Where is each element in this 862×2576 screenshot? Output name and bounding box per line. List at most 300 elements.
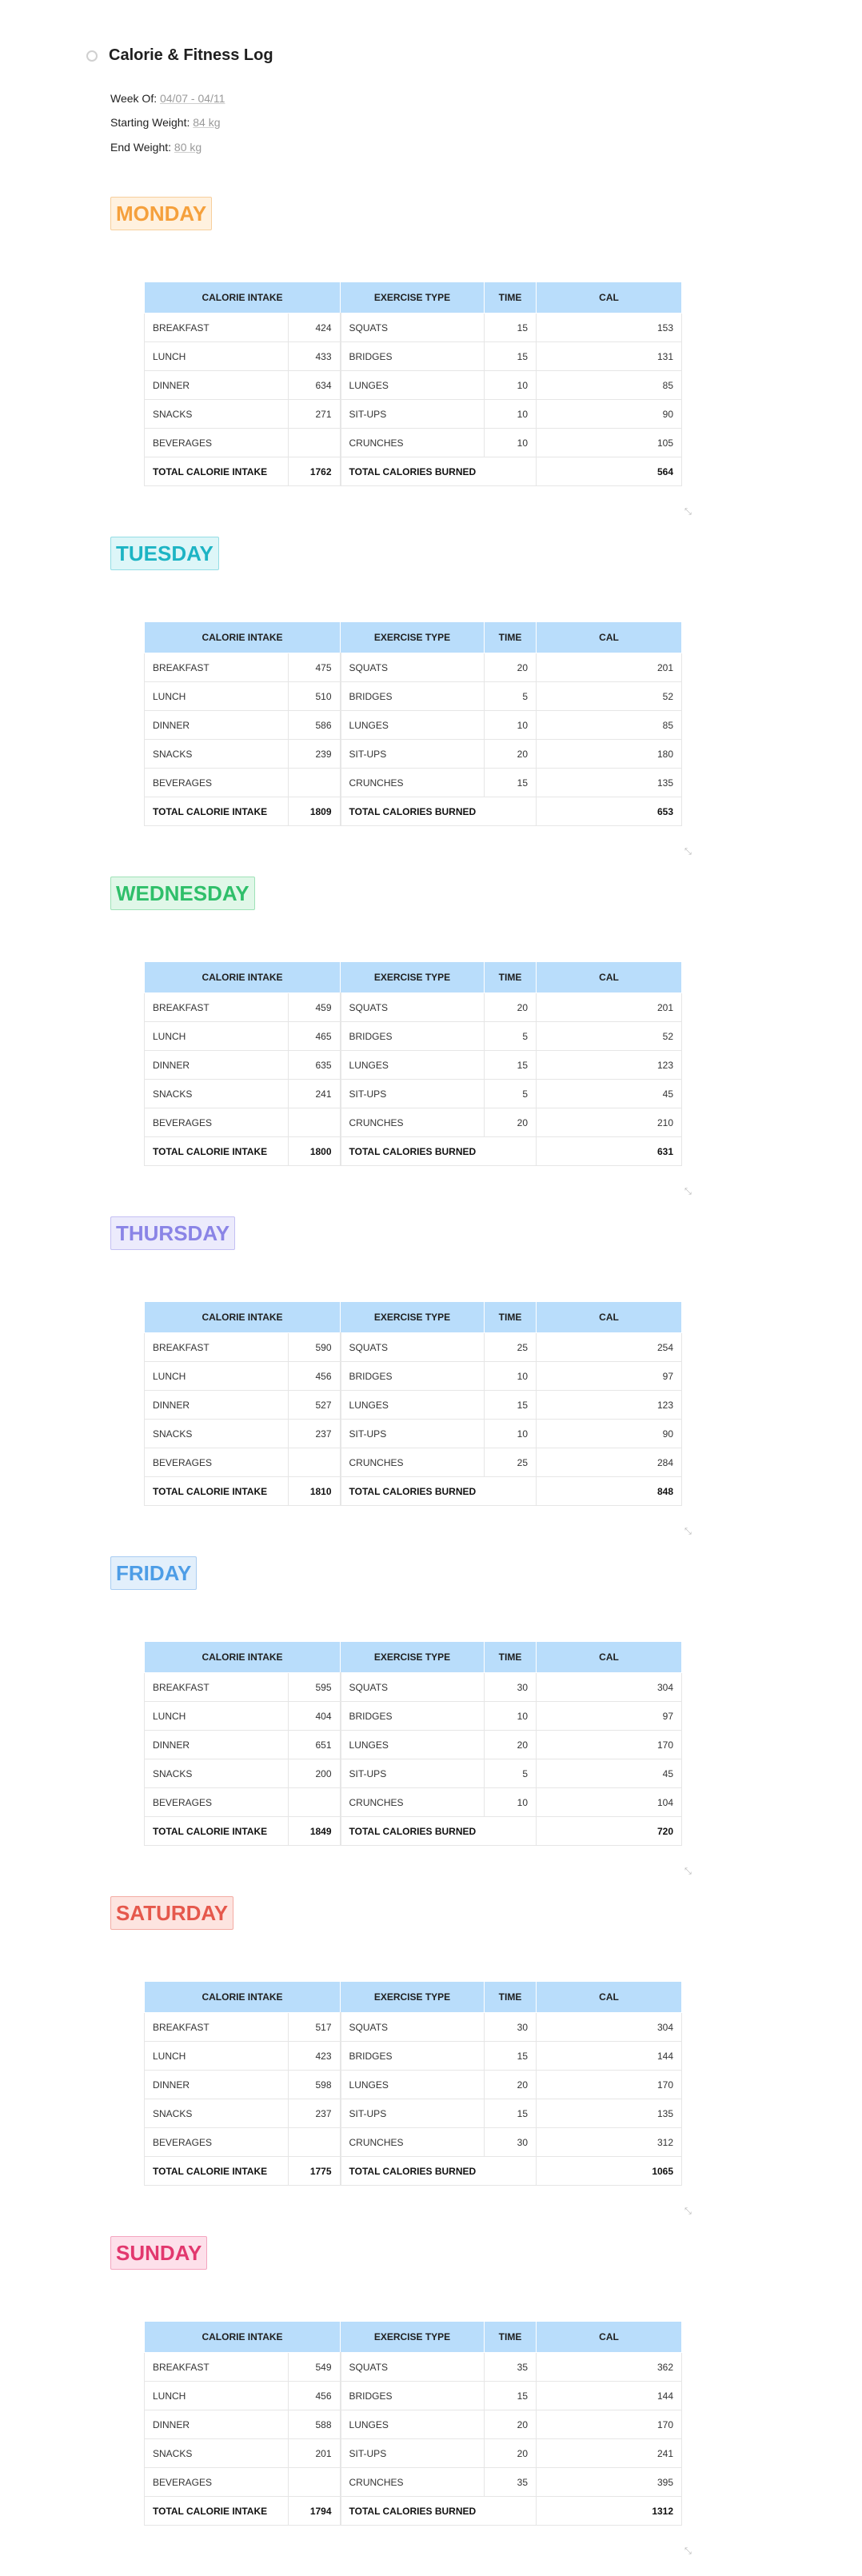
- log-table: [144, 282, 682, 486]
- exercise-cell[interactable]: BRIDGES: [341, 342, 485, 371]
- exercise-cell[interactable]: BRIDGES: [341, 1702, 485, 1731]
- meal-calories-cell[interactable]: [289, 429, 341, 457]
- burned-cell[interactable]: 131: [537, 342, 682, 371]
- table-row: [145, 2468, 682, 2497]
- meal-calories-cell[interactable]: 459: [289, 993, 341, 1022]
- header-exercise-type[interactable]: EXERCISE TYPE: [341, 2322, 485, 2353]
- total-burned-label[interactable]: TOTAL CALORIES BURNED: [341, 2157, 537, 2186]
- table-row: [145, 740, 682, 769]
- meal-calories-cell[interactable]: 549: [289, 2353, 341, 2382]
- time-cell[interactable]: 30: [485, 2013, 537, 2042]
- starting-weight-line: [110, 116, 221, 129]
- day-section-friday: [0, 1556, 862, 1896]
- table-row: [145, 1051, 682, 1080]
- header-cal[interactable]: CAL: [537, 282, 682, 314]
- header-calorie-intake[interactable]: CALORIE INTAKE: [145, 2322, 341, 2353]
- table-row: [145, 2099, 682, 2128]
- day-heading[interactable]: THURSDAY: [110, 1216, 235, 1250]
- meal-cell[interactable]: BEVERAGES: [145, 769, 289, 797]
- meal-cell[interactable]: BEVERAGES: [145, 429, 289, 457]
- time-cell[interactable]: 30: [485, 2128, 537, 2157]
- burned-cell[interactable]: 170: [537, 2071, 682, 2099]
- starting-weight-value[interactable]: 84 kg: [193, 116, 221, 129]
- total-intake-label[interactable]: TOTAL CALORIE INTAKE: [145, 1817, 289, 1846]
- meal-calories-cell[interactable]: 424: [289, 314, 341, 342]
- meal-calories-cell[interactable]: 634: [289, 371, 341, 400]
- meal-cell[interactable]: SNACKS: [145, 740, 289, 769]
- meal-cell[interactable]: DINNER: [145, 371, 289, 400]
- exercise-cell[interactable]: SIT-UPS: [341, 740, 485, 769]
- burned-cell[interactable]: 395: [537, 2468, 682, 2497]
- meal-calories-cell[interactable]: 239: [289, 740, 341, 769]
- total-intake-label[interactable]: TOTAL CALORIE INTAKE: [145, 797, 289, 826]
- exercise-cell[interactable]: LUNGES: [341, 2071, 485, 2099]
- total-intake-label[interactable]: TOTAL CALORIE INTAKE: [145, 457, 289, 486]
- exercise-cell[interactable]: SQUATS: [341, 2013, 485, 2042]
- starting-weight-label: Starting Weight:: [110, 116, 190, 129]
- exercise-cell[interactable]: SQUATS: [341, 2353, 485, 2382]
- exercise-cell[interactable]: LUNGES: [341, 1731, 485, 1759]
- burned-cell[interactable]: 153: [537, 314, 682, 342]
- total-burned-label[interactable]: TOTAL CALORIES BURNED: [341, 797, 537, 826]
- total-burned-value[interactable]: 848: [537, 1477, 682, 1506]
- header-cal[interactable]: CAL: [537, 962, 682, 993]
- burned-cell[interactable]: 105: [537, 429, 682, 457]
- burned-cell[interactable]: 254: [537, 1333, 682, 1362]
- burned-cell[interactable]: 123: [537, 1391, 682, 1420]
- burned-cell[interactable]: 304: [537, 1673, 682, 1702]
- meal-calories-cell[interactable]: 404: [289, 1702, 341, 1731]
- burned-cell[interactable]: 180: [537, 740, 682, 769]
- table-row: [145, 1362, 682, 1391]
- burned-cell[interactable]: 52: [537, 1022, 682, 1051]
- meal-calories-cell[interactable]: [289, 2468, 341, 2497]
- exercise-cell[interactable]: BRIDGES: [341, 1022, 485, 1051]
- time-cell[interactable]: 10: [485, 1788, 537, 1817]
- exercise-cell[interactable]: CRUNCHES: [341, 1108, 485, 1137]
- header-time[interactable]: TIME: [485, 1982, 537, 2013]
- exercise-cell[interactable]: CRUNCHES: [341, 2128, 485, 2157]
- exercise-cell[interactable]: CRUNCHES: [341, 429, 485, 457]
- total-intake-value[interactable]: 1810: [289, 1477, 341, 1506]
- meal-cell[interactable]: SNACKS: [145, 400, 289, 429]
- time-cell[interactable]: 5: [485, 682, 537, 711]
- meal-cell[interactable]: BEVERAGES: [145, 1448, 289, 1477]
- time-cell[interactable]: 20: [485, 2439, 537, 2468]
- header-time[interactable]: TIME: [485, 1642, 537, 1673]
- week-of-label: Week Of:: [110, 92, 158, 105]
- total-burned-value[interactable]: 1312: [537, 2497, 682, 2526]
- burned-cell[interactable]: 170: [537, 1731, 682, 1759]
- log-table: [144, 961, 682, 1166]
- exercise-cell[interactable]: SIT-UPS: [341, 400, 485, 429]
- time-cell[interactable]: 10: [485, 371, 537, 400]
- header-time[interactable]: TIME: [485, 622, 537, 653]
- burned-cell[interactable]: 144: [537, 2042, 682, 2071]
- meal-calories-cell[interactable]: 201: [289, 2439, 341, 2468]
- exercise-cell[interactable]: SIT-UPS: [341, 1080, 485, 1108]
- exercise-cell[interactable]: LUNGES: [341, 371, 485, 400]
- time-cell[interactable]: 10: [485, 1362, 537, 1391]
- table-resize-handle-icon[interactable]: ⤡: [684, 1527, 692, 1536]
- time-cell[interactable]: 10: [485, 1702, 537, 1731]
- meal-calories-cell[interactable]: 595: [289, 1673, 341, 1702]
- burned-cell[interactable]: 304: [537, 2013, 682, 2042]
- totals-row: [145, 2497, 682, 2526]
- burned-cell[interactable]: 104: [537, 1788, 682, 1817]
- meal-cell[interactable]: LUNCH: [145, 342, 289, 371]
- burned-cell[interactable]: 144: [537, 2382, 682, 2410]
- table-row: [145, 429, 682, 457]
- meal-cell[interactable]: DINNER: [145, 2410, 289, 2439]
- exercise-cell[interactable]: CRUNCHES: [341, 1788, 485, 1817]
- burned-cell[interactable]: 135: [537, 2099, 682, 2128]
- total-intake-value[interactable]: 1762: [289, 457, 341, 486]
- header-cal[interactable]: CAL: [537, 1302, 682, 1333]
- table-resize-handle-icon[interactable]: ⤡: [684, 847, 692, 857]
- meal-cell[interactable]: DINNER: [145, 1731, 289, 1759]
- time-cell[interactable]: 10: [485, 711, 537, 740]
- time-cell[interactable]: 5: [485, 1022, 537, 1051]
- total-intake-value[interactable]: 1794: [289, 2497, 341, 2526]
- meal-calories-cell[interactable]: 465: [289, 1022, 341, 1051]
- burned-cell[interactable]: 312: [537, 2128, 682, 2157]
- time-cell[interactable]: 20: [485, 653, 537, 682]
- meal-calories-cell[interactable]: 237: [289, 1420, 341, 1448]
- exercise-cell[interactable]: SIT-UPS: [341, 1420, 485, 1448]
- burned-cell[interactable]: 45: [537, 1759, 682, 1788]
- meal-cell[interactable]: LUNCH: [145, 1022, 289, 1051]
- meal-calories-cell[interactable]: 475: [289, 653, 341, 682]
- meal-cell[interactable]: SNACKS: [145, 1759, 289, 1788]
- exercise-cell[interactable]: SIT-UPS: [341, 1759, 485, 1788]
- table-header-row: [145, 1982, 682, 2013]
- day-section-wednesday: [0, 877, 862, 1216]
- day-section-sunday: [0, 2236, 862, 2576]
- meal-cell[interactable]: DINNER: [145, 1391, 289, 1420]
- total-burned-label[interactable]: TOTAL CALORIES BURNED: [341, 2497, 537, 2526]
- meal-calories-cell[interactable]: 651: [289, 1731, 341, 1759]
- header-calorie-intake[interactable]: CALORIE INTAKE: [145, 282, 341, 314]
- log-table: [144, 1301, 682, 1506]
- exercise-cell[interactable]: SQUATS: [341, 653, 485, 682]
- meal-cell[interactable]: BREAKFAST: [145, 314, 289, 342]
- total-intake-value[interactable]: 1800: [289, 1137, 341, 1166]
- time-cell[interactable]: 10: [485, 429, 537, 457]
- table-row: [145, 314, 682, 342]
- meal-calories-cell[interactable]: 588: [289, 2410, 341, 2439]
- exercise-cell[interactable]: LUNGES: [341, 1391, 485, 1420]
- exercise-cell[interactable]: SIT-UPS: [341, 2099, 485, 2128]
- day-section-monday: [0, 197, 862, 537]
- time-cell[interactable]: 20: [485, 2071, 537, 2099]
- header-cal[interactable]: CAL: [537, 622, 682, 653]
- meal-cell[interactable]: BREAKFAST: [145, 2353, 289, 2382]
- total-burned-label[interactable]: TOTAL CALORIES BURNED: [341, 1477, 537, 1506]
- exercise-cell[interactable]: CRUNCHES: [341, 1448, 485, 1477]
- time-cell[interactable]: 5: [485, 1759, 537, 1788]
- meal-calories-cell[interactable]: 517: [289, 2013, 341, 2042]
- burned-cell[interactable]: 45: [537, 1080, 682, 1108]
- doc-header: [86, 46, 273, 65]
- exercise-cell[interactable]: BRIDGES: [341, 2042, 485, 2071]
- day-heading[interactable]: MONDAY: [110, 197, 212, 230]
- header-exercise-type[interactable]: EXERCISE TYPE: [341, 622, 485, 653]
- time-cell[interactable]: 15: [485, 2042, 537, 2071]
- burned-cell[interactable]: 241: [537, 2439, 682, 2468]
- burned-cell[interactable]: 97: [537, 1362, 682, 1391]
- time-cell[interactable]: 25: [485, 1333, 537, 1362]
- time-cell[interactable]: 20: [485, 2410, 537, 2439]
- week-of-value[interactable]: 04/07 - 04/11: [159, 92, 225, 105]
- total-intake-label[interactable]: TOTAL CALORIE INTAKE: [145, 2497, 289, 2526]
- exercise-cell[interactable]: SQUATS: [341, 1673, 485, 1702]
- meal-cell[interactable]: BREAKFAST: [145, 1673, 289, 1702]
- totals-row: [145, 2157, 682, 2186]
- table-row: [145, 2128, 682, 2157]
- header-cal[interactable]: CAL: [537, 1642, 682, 1673]
- total-burned-label[interactable]: TOTAL CALORIES BURNED: [341, 1817, 537, 1846]
- total-burned-label[interactable]: TOTAL CALORIES BURNED: [341, 1137, 537, 1166]
- day-heading[interactable]: FRIDAY: [110, 1556, 197, 1590]
- exercise-cell[interactable]: CRUNCHES: [341, 769, 485, 797]
- meal-cell[interactable]: BREAKFAST: [145, 653, 289, 682]
- total-burned-value[interactable]: 631: [537, 1137, 682, 1166]
- time-cell[interactable]: 25: [485, 1448, 537, 1477]
- meal-cell[interactable]: SNACKS: [145, 1420, 289, 1448]
- table-row: [145, 2353, 682, 2382]
- totals-row: [145, 1137, 682, 1166]
- burned-cell[interactable]: 284: [537, 1448, 682, 1477]
- time-cell[interactable]: 20: [485, 1731, 537, 1759]
- table-row: [145, 1448, 682, 1477]
- table-row: [145, 769, 682, 797]
- exercise-cell[interactable]: LUNGES: [341, 2410, 485, 2439]
- header-time[interactable]: TIME: [485, 2322, 537, 2353]
- meal-calories-cell[interactable]: [289, 1108, 341, 1137]
- meal-cell[interactable]: SNACKS: [145, 2439, 289, 2468]
- meal-calories-cell[interactable]: 237: [289, 2099, 341, 2128]
- header-calorie-intake[interactable]: CALORIE INTAKE: [145, 1982, 341, 2013]
- meal-calories-cell[interactable]: 241: [289, 1080, 341, 1108]
- table-row: [145, 1759, 682, 1788]
- meal-cell[interactable]: BREAKFAST: [145, 993, 289, 1022]
- header-calorie-intake[interactable]: CALORIE INTAKE: [145, 962, 341, 993]
- day-heading[interactable]: SATURDAY: [110, 1896, 233, 1930]
- burned-cell[interactable]: 201: [537, 993, 682, 1022]
- total-intake-value[interactable]: 1809: [289, 797, 341, 826]
- week-of-line: [110, 92, 225, 105]
- time-cell[interactable]: 20: [485, 740, 537, 769]
- total-burned-value[interactable]: 653: [537, 797, 682, 826]
- page-icon[interactable]: [86, 50, 98, 62]
- burned-cell[interactable]: 85: [537, 711, 682, 740]
- exercise-cell[interactable]: SQUATS: [341, 993, 485, 1022]
- exercise-cell[interactable]: BRIDGES: [341, 2382, 485, 2410]
- time-cell[interactable]: 5: [485, 1080, 537, 1108]
- log-table: [144, 621, 682, 826]
- exercise-cell[interactable]: SQUATS: [341, 1333, 485, 1362]
- table-row: [145, 653, 682, 682]
- meal-calories-cell[interactable]: 456: [289, 1362, 341, 1391]
- header-time[interactable]: TIME: [485, 962, 537, 993]
- meal-cell[interactable]: BEVERAGES: [145, 2468, 289, 2497]
- time-cell[interactable]: 15: [485, 2382, 537, 2410]
- meal-calories-cell[interactable]: 510: [289, 682, 341, 711]
- meal-cell[interactable]: DINNER: [145, 1051, 289, 1080]
- time-cell[interactable]: 30: [485, 1673, 537, 1702]
- meal-calories-cell[interactable]: [289, 1448, 341, 1477]
- table-header-row: [145, 1302, 682, 1333]
- meal-cell[interactable]: SNACKS: [145, 2099, 289, 2128]
- table-resize-handle-icon[interactable]: ⤡: [684, 1187, 692, 1196]
- meal-calories-cell[interactable]: 433: [289, 342, 341, 371]
- total-burned-value[interactable]: 1065: [537, 2157, 682, 2186]
- table-row: [145, 1391, 682, 1420]
- burned-cell[interactable]: 210: [537, 1108, 682, 1137]
- time-cell[interactable]: 20: [485, 1108, 537, 1137]
- header-exercise-type[interactable]: EXERCISE TYPE: [341, 282, 485, 314]
- end-weight-value[interactable]: 80 kg: [174, 141, 202, 154]
- meal-calories-cell[interactable]: 271: [289, 400, 341, 429]
- time-cell[interactable]: 15: [485, 314, 537, 342]
- time-cell[interactable]: 15: [485, 342, 537, 371]
- total-burned-value[interactable]: 564: [537, 457, 682, 486]
- exercise-cell[interactable]: SQUATS: [341, 314, 485, 342]
- meal-cell[interactable]: BREAKFAST: [145, 1333, 289, 1362]
- total-intake-value[interactable]: 1849: [289, 1817, 341, 1846]
- burned-cell[interactable]: 85: [537, 371, 682, 400]
- exercise-cell[interactable]: CRUNCHES: [341, 2468, 485, 2497]
- table-row: [145, 1788, 682, 1817]
- day-heading[interactable]: SUNDAY: [110, 2236, 207, 2270]
- meal-calories-cell[interactable]: 635: [289, 1051, 341, 1080]
- meal-calories-cell[interactable]: 590: [289, 1333, 341, 1362]
- exercise-cell[interactable]: BRIDGES: [341, 682, 485, 711]
- exercise-cell[interactable]: LUNGES: [341, 711, 485, 740]
- table-row: [145, 2013, 682, 2042]
- header-calorie-intake[interactable]: CALORIE INTAKE: [145, 1302, 341, 1333]
- log-table: [144, 1641, 682, 1846]
- log-table: [144, 1981, 682, 2186]
- exercise-cell[interactable]: SIT-UPS: [341, 2439, 485, 2468]
- burned-cell[interactable]: 97: [537, 1702, 682, 1731]
- meal-cell[interactable]: DINNER: [145, 711, 289, 740]
- header-time[interactable]: TIME: [485, 282, 537, 314]
- meal-cell[interactable]: LUNCH: [145, 682, 289, 711]
- meal-cell[interactable]: LUNCH: [145, 2382, 289, 2410]
- burned-cell[interactable]: 201: [537, 653, 682, 682]
- meal-cell[interactable]: DINNER: [145, 2071, 289, 2099]
- table-row: [145, 711, 682, 740]
- day-heading[interactable]: TUESDAY: [110, 537, 219, 570]
- table-row: [145, 400, 682, 429]
- table-resize-handle-icon[interactable]: ⤡: [684, 1867, 692, 1876]
- header-cal[interactable]: CAL: [537, 1982, 682, 2013]
- table-row: [145, 2439, 682, 2468]
- time-cell[interactable]: 10: [485, 400, 537, 429]
- table-row: [145, 1022, 682, 1051]
- burned-cell[interactable]: 362: [537, 2353, 682, 2382]
- total-burned-value[interactable]: 720: [537, 1817, 682, 1846]
- meal-calories-cell[interactable]: 200: [289, 1759, 341, 1788]
- table-header-row: [145, 282, 682, 314]
- header-calorie-intake[interactable]: CALORIE INTAKE: [145, 1642, 341, 1673]
- header-exercise-type[interactable]: EXERCISE TYPE: [341, 1982, 485, 2013]
- exercise-cell[interactable]: LUNGES: [341, 1051, 485, 1080]
- time-cell[interactable]: 35: [485, 2353, 537, 2382]
- table-row: [145, 2410, 682, 2439]
- meal-cell[interactable]: BREAKFAST: [145, 2013, 289, 2042]
- day-heading[interactable]: WEDNESDAY: [110, 877, 255, 910]
- table-row: [145, 1731, 682, 1759]
- time-cell[interactable]: 35: [485, 2468, 537, 2497]
- meal-cell[interactable]: BEVERAGES: [145, 1108, 289, 1137]
- total-intake-label[interactable]: TOTAL CALORIE INTAKE: [145, 1137, 289, 1166]
- burned-cell[interactable]: 135: [537, 769, 682, 797]
- meal-cell[interactable]: BEVERAGES: [145, 2128, 289, 2157]
- table-row: [145, 1108, 682, 1137]
- header-calorie-intake[interactable]: CALORIE INTAKE: [145, 622, 341, 653]
- meal-cell[interactable]: BEVERAGES: [145, 1788, 289, 1817]
- meal-calories-cell[interactable]: 423: [289, 2042, 341, 2071]
- meal-calories-cell[interactable]: 456: [289, 2382, 341, 2410]
- table-resize-handle-icon[interactable]: ⤡: [684, 507, 692, 517]
- total-burned-label[interactable]: TOTAL CALORIES BURNED: [341, 457, 537, 486]
- header-time[interactable]: TIME: [485, 1302, 537, 1333]
- page-title[interactable]: Calorie & Fitness Log: [109, 46, 273, 64]
- totals-row: [145, 797, 682, 826]
- meal-calories-cell[interactable]: [289, 1788, 341, 1817]
- header-exercise-type[interactable]: EXERCISE TYPE: [341, 1642, 485, 1673]
- exercise-cell[interactable]: BRIDGES: [341, 1362, 485, 1391]
- table-resize-handle-icon[interactable]: ⤡: [684, 2207, 692, 2216]
- time-cell[interactable]: 15: [485, 1051, 537, 1080]
- meal-calories-cell[interactable]: 598: [289, 2071, 341, 2099]
- meal-cell[interactable]: LUNCH: [145, 2042, 289, 2071]
- burned-cell[interactable]: 170: [537, 2410, 682, 2439]
- burned-cell[interactable]: 52: [537, 682, 682, 711]
- meal-calories-cell[interactable]: 586: [289, 711, 341, 740]
- total-intake-label[interactable]: TOTAL CALORIE INTAKE: [145, 1477, 289, 1506]
- header-exercise-type[interactable]: EXERCISE TYPE: [341, 962, 485, 993]
- table-row: [145, 682, 682, 711]
- meal-cell[interactable]: LUNCH: [145, 1702, 289, 1731]
- time-cell[interactable]: 20: [485, 993, 537, 1022]
- table-header-row: [145, 2322, 682, 2353]
- burned-cell[interactable]: 123: [537, 1051, 682, 1080]
- meal-calories-cell[interactable]: [289, 769, 341, 797]
- time-cell[interactable]: 10: [485, 1420, 537, 1448]
- header-exercise-type[interactable]: EXERCISE TYPE: [341, 1302, 485, 1333]
- time-cell[interactable]: 15: [485, 2099, 537, 2128]
- burned-cell[interactable]: 90: [537, 400, 682, 429]
- meal-cell[interactable]: LUNCH: [145, 1362, 289, 1391]
- table-row: [145, 2071, 682, 2099]
- burned-cell[interactable]: 90: [537, 1420, 682, 1448]
- totals-row: [145, 1477, 682, 1506]
- total-intake-value[interactable]: 1775: [289, 2157, 341, 2186]
- time-cell[interactable]: 15: [485, 769, 537, 797]
- table-row: [145, 371, 682, 400]
- header-cal[interactable]: CAL: [537, 2322, 682, 2353]
- meal-calories-cell[interactable]: [289, 2128, 341, 2157]
- table-resize-handle-icon[interactable]: ⤡: [684, 2546, 692, 2556]
- time-cell[interactable]: 15: [485, 1391, 537, 1420]
- meal-calories-cell[interactable]: 527: [289, 1391, 341, 1420]
- total-intake-label[interactable]: TOTAL CALORIE INTAKE: [145, 2157, 289, 2186]
- meal-cell[interactable]: SNACKS: [145, 1080, 289, 1108]
